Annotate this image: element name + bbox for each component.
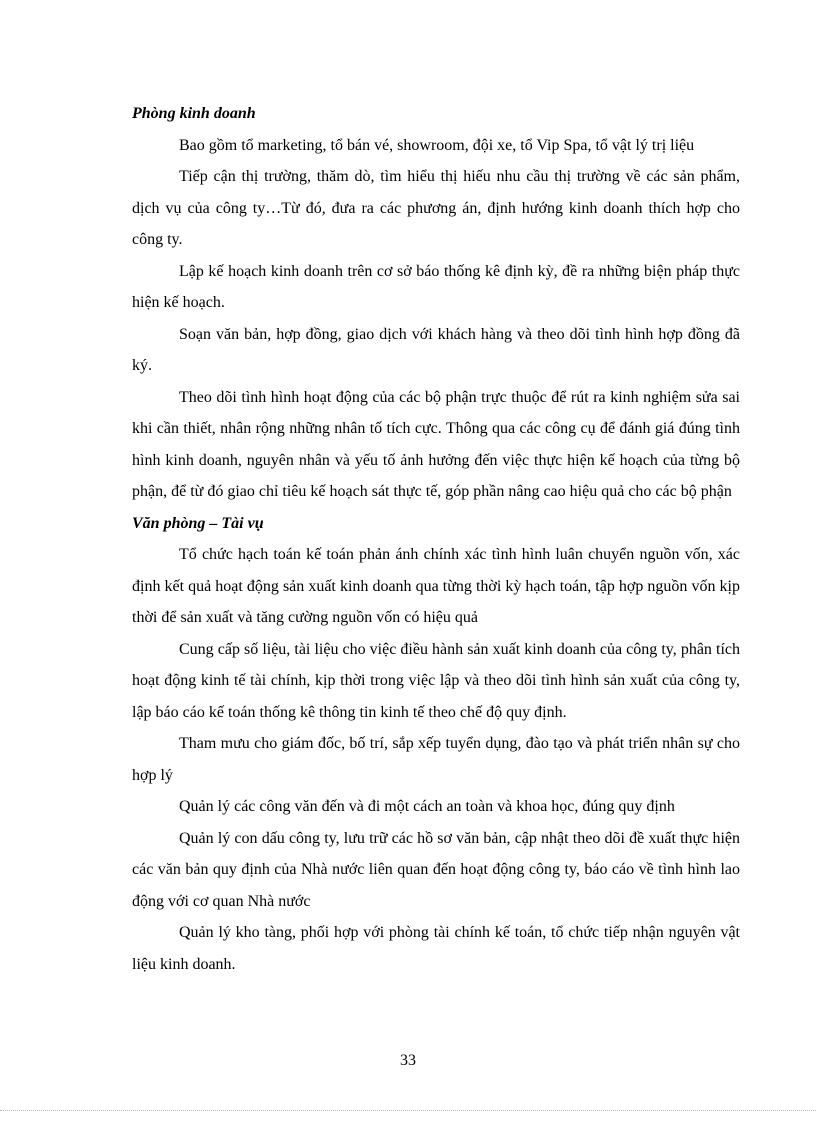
page-border [0,1110,816,1111]
section-heading-kinh-doanh: Phòng kinh doanh [132,105,256,122]
section-heading-van-phong: Văn phòng – Tài vụ [132,514,264,532]
paragraph: Quản lý các công văn đến và đi một cách an toàn và khoa học, đúng quy định [179,798,675,815]
paragraph: Cung cấp số liệu, tài liệu cho việc điều hành sản xuất kinh doanh của công ty, phân tích hoạt động kinh tế tài chính, kịp thời trong việc lập và theo dõi tình hình sản xuất của công ty, lập báo cáo kế toán thống kê thông tin kinh tế theo chế độ quy định. [132,640,740,721]
paragraph: Theo dõi tình hình hoạt động của các bộ phận trực thuộc để rút ra kinh nghiệm sửa sai khi cần thiết, nhân rộng những nhân tố tích cực. Thông qua các công cụ để đánh giá đúng tình hình kinh doanh, nguyên nhân và yếu tố ảnh hưởng đến việc thực hiện kế hoạch của từng bộ phận, để từ đó giao chỉ tiêu kế hoạch sát thực tế, góp phần nâng cao hiệu quả cho các bộ phận [132,388,740,500]
paragraph: Soạn văn bản, hợp đồng, giao dịch với khách hàng và theo dõi tình hình hợp đồng đã ký. [132,325,740,374]
paragraph: Quản lý kho tàng, phối hợp với phòng tài chính kế toán, tổ chức tiếp nhận nguyên vật liệu kinh doanh. [132,924,740,973]
paragraph: Tham mưu cho giám đốc, bố trí, sắp xếp tuyển dụng, đào tạo và phát triển nhân sự cho hợp lý [132,735,740,784]
paragraph: Lập kế hoạch kinh doanh trên cơ sở báo thống kê định kỳ, đề ra những biện pháp thực hiện kế hoạch. [132,262,740,311]
paragraph: Tổ chức hạch toán kế toán phản ánh chính xác tình hình luân chuyển nguồn vốn, xác định kết quả hoạt động sản xuất kinh doanh qua từng thời kỳ hạch toán, tập hợp nguồn vốn kịp thời để sản xuất và tăng cường nguồn vốn có hiệu quả [132,546,740,626]
paragraph: Quản lý con dấu công ty, lưu trữ các hồ sơ văn bản, cập nhật theo dõi đề xuất thực hiện các văn bản quy định của Nhà nước liên quan đến hoạt động công ty, báo cáo về tình hình lao động với cơ quan Nhà nước [132,829,740,910]
page-number: 33 [400,1052,416,1069]
document-body [132,98,740,980]
paragraph: Tiếp cận thị trường, thăm dò, tìm hiểu thị hiếu nhu cầu thị trường về các sản phẩm, dịch vụ của công ty…Từ đó, đưa ra các phương án, định hướng kinh doanh thích hợp cho công ty. [132,168,740,248]
paragraph: Bao gồm tổ marketing, tổ bán vé, showroom, đội xe, tổ Vip Spa, tổ vật lý trị liệu [179,136,695,154]
